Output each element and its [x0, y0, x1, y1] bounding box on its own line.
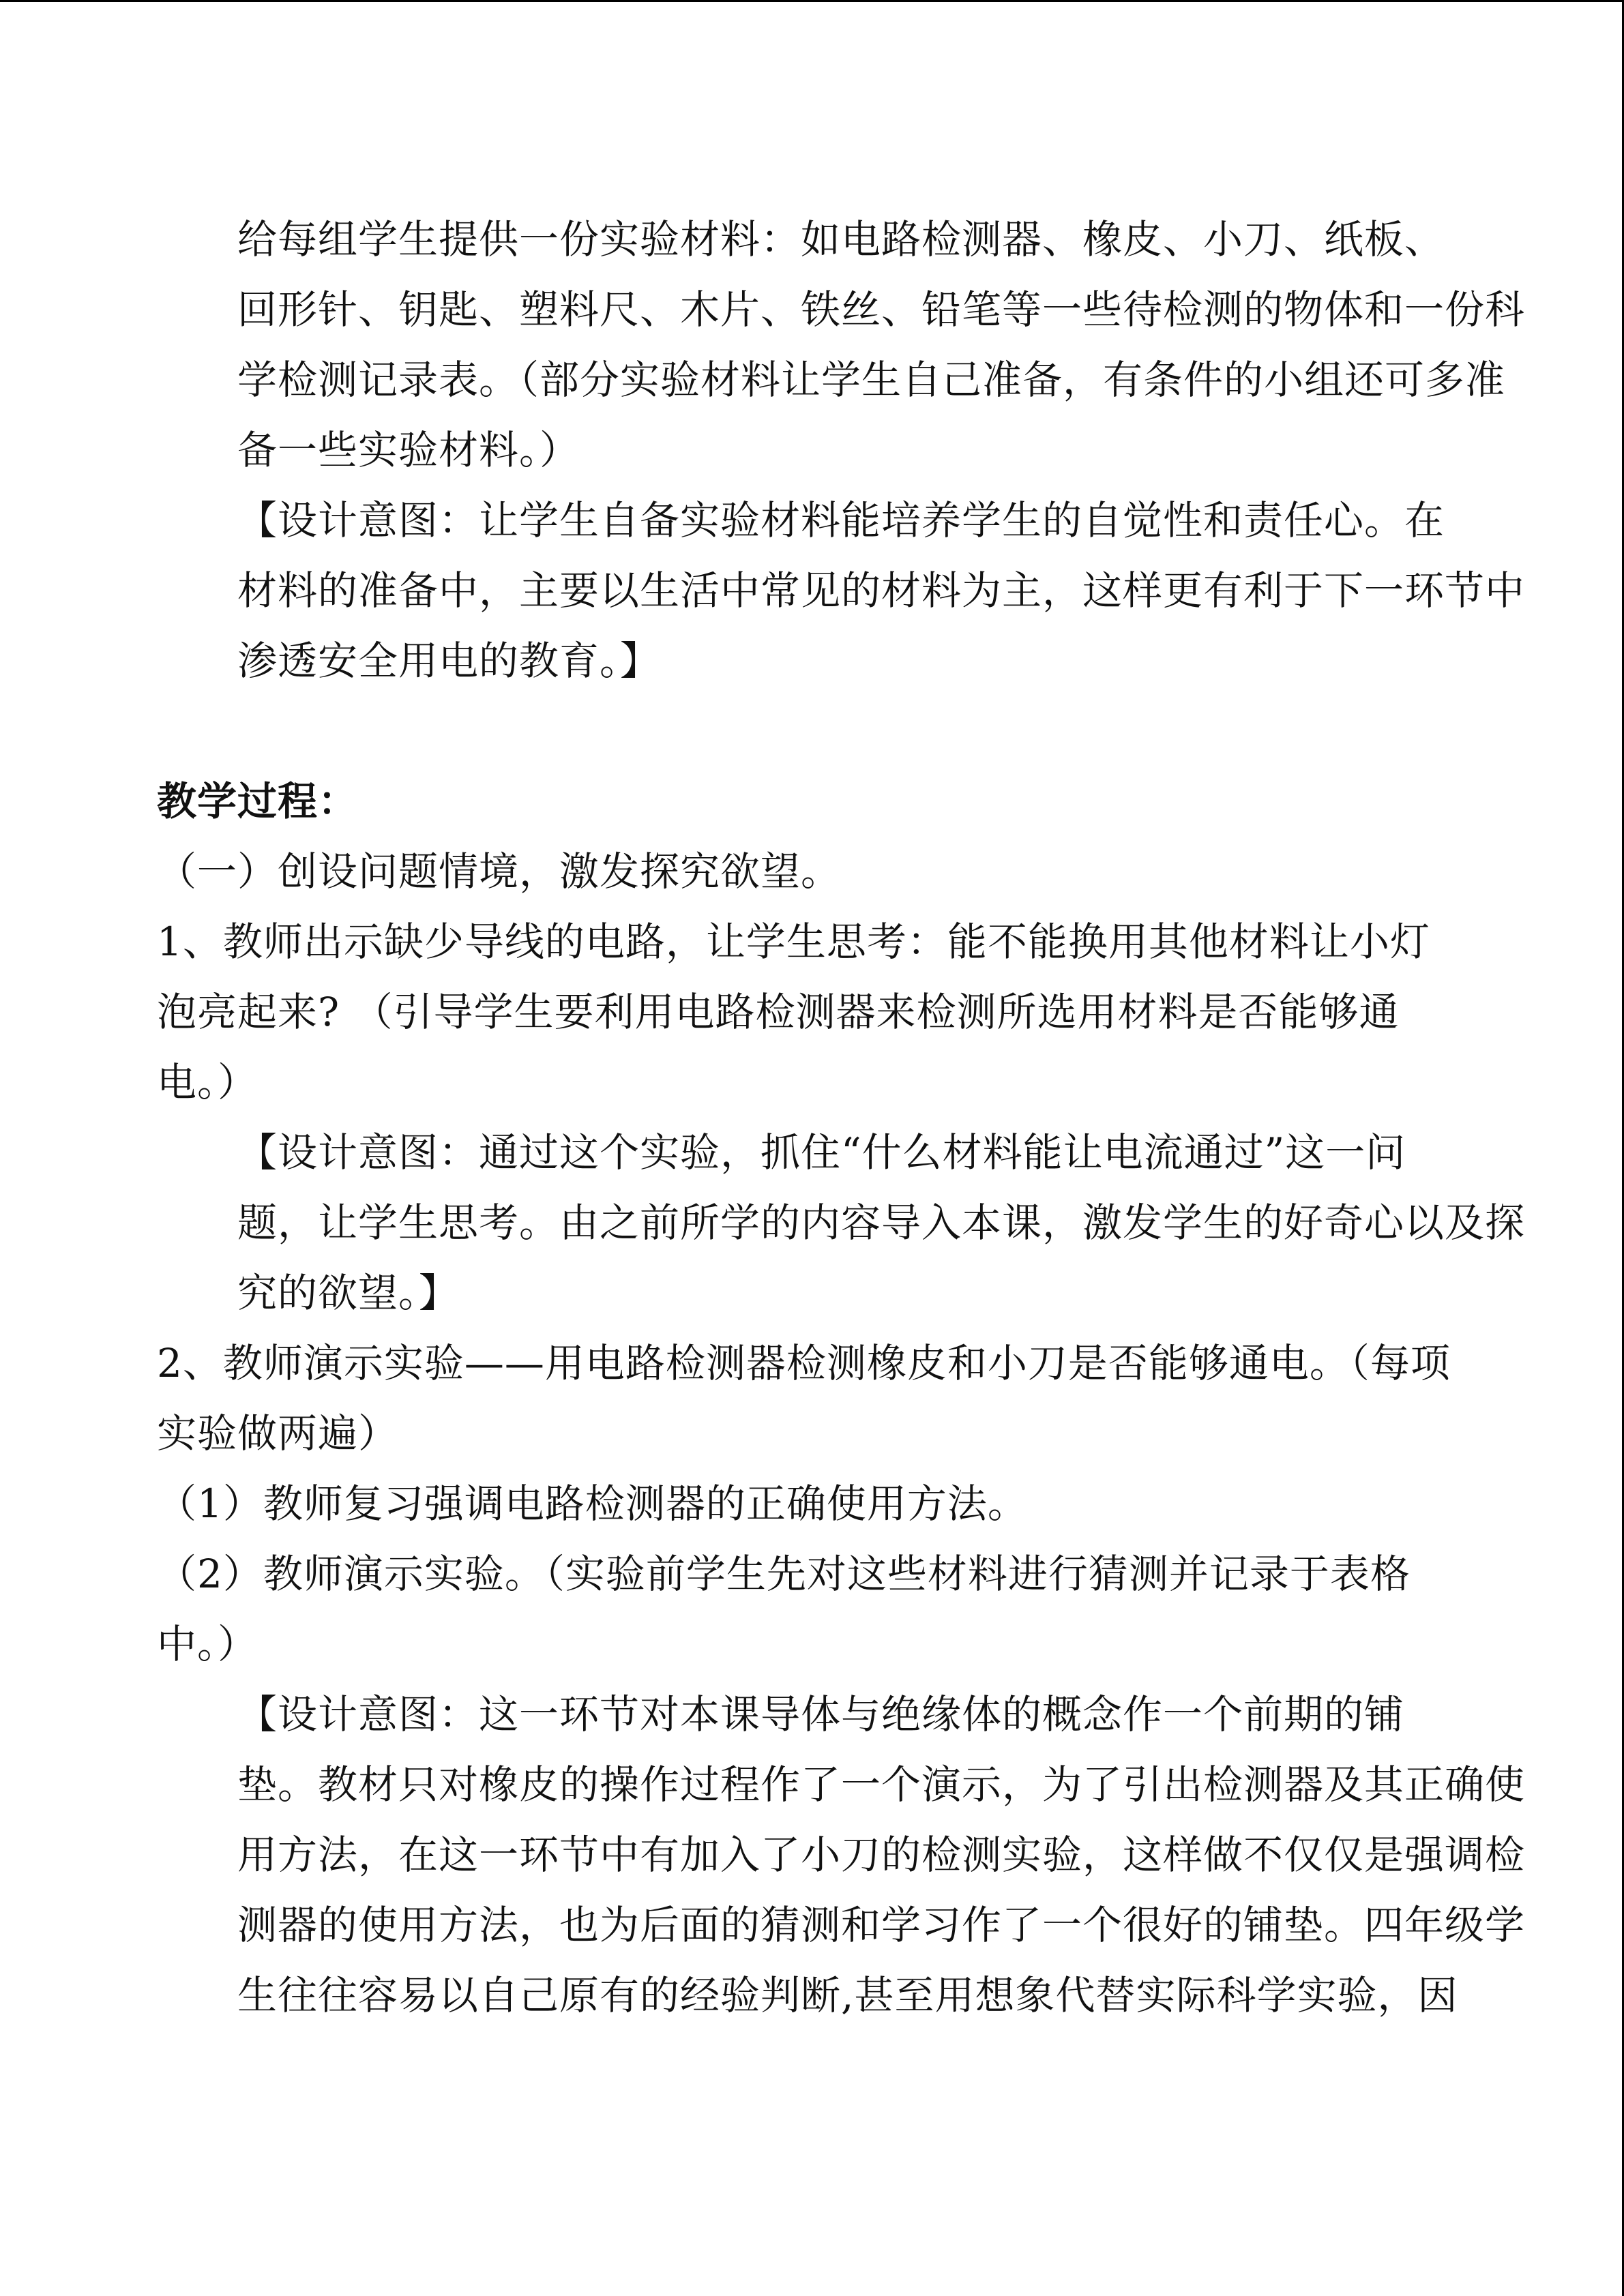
text-line: 1、教师出示缺少导线的电路，让学生思考：能不能换用其他材料让小灯	[157, 919, 1430, 965]
paragraph	[157, 837, 1473, 907]
text-line: （2）教师演示实验。（实验前学生先对这些材料进行猜测并记录于表格	[157, 1551, 1411, 1597]
text-line: 【设计意图：让学生自备实验材料能培养学生的自觉性和责任心。在	[237, 497, 1445, 543]
text-line: 材料的准备中，主要以生活中常见的材料为主，这样更有利于下一环节中	[237, 567, 1526, 614]
paragraph	[157, 1118, 1526, 1328]
section-heading	[157, 766, 1473, 837]
page-border-top	[0, 0, 1624, 2]
section-gap	[157, 696, 1473, 766]
text-line: 渗透安全用电的教育。】	[237, 638, 661, 684]
paragraph	[157, 205, 1526, 486]
text-line: 泡亮起来? （引导学生要利用电路检测器来检测所选用材料是否能够通	[157, 989, 1400, 1035]
text-line: 垫。教材只对橡皮的操作过程作了一个演示，为了引出检测器及其正确使	[237, 1761, 1526, 1808]
text-line: （一）创设问题情境，激发探究欲望。	[157, 848, 842, 895]
paragraph	[157, 1328, 1473, 1469]
paragraph	[157, 907, 1473, 1118]
text-line: 给每组学生提供一份实验材料：如电路检测器、橡皮、小刀、纸板、	[237, 216, 1445, 263]
text-line: 【设计意图：这一环节对本课导体与绝缘体的概念作一个前期的铺	[237, 1691, 1405, 1738]
paragraph	[157, 1680, 1526, 2031]
text-line: 生往往容易以自己原有的经验判断,甚至用想象代替实际科学实验，因	[237, 1972, 1458, 2018]
text-line: 测器的使用方法，也为后面的猜测和学习作了一个很好的铺垫。四年级学	[237, 1902, 1526, 1948]
text-line: （1）教师复习强调电路检测器的正确使用方法。	[157, 1480, 1028, 1527]
text-line: 中。）	[157, 1621, 259, 1667]
text-line: 学检测记录表。（部分实验材料让学生自己准备，有条件的小组还可多准	[237, 357, 1506, 403]
text-line: 用方法，在这一环节中有加入了小刀的检测实验，这样做不仅仅是强调检	[237, 1832, 1526, 1878]
text-line: 【设计意图：通过这个实验，抓住“什么材料能让电流通过”这一问	[237, 1129, 1406, 1176]
paragraph	[157, 486, 1526, 696]
text-line: 电。）	[157, 1059, 259, 1105]
paragraph	[157, 1539, 1473, 1680]
text-line: 2、教师演示实验——用电路检测器检测橡皮和小刀是否能够通电。（每项	[157, 1340, 1451, 1386]
text-line: 实验做两遍）	[157, 1410, 399, 1457]
paragraph	[157, 1469, 1473, 1539]
text-line: 备一些实验材料。）	[237, 427, 580, 473]
text-line: 究的欲望。】	[237, 1270, 460, 1316]
document-body	[157, 205, 1526, 2031]
text-line: 回形针、钥匙、塑料尺、木片、铁丝、铅笔等一些待检测的物体和一份科	[237, 286, 1526, 333]
text-line: 教学过程：	[157, 778, 359, 824]
text-line: 题，让学生思考。由之前所学的内容导入本课，激发学生的好奇心以及探	[237, 1199, 1526, 1246]
